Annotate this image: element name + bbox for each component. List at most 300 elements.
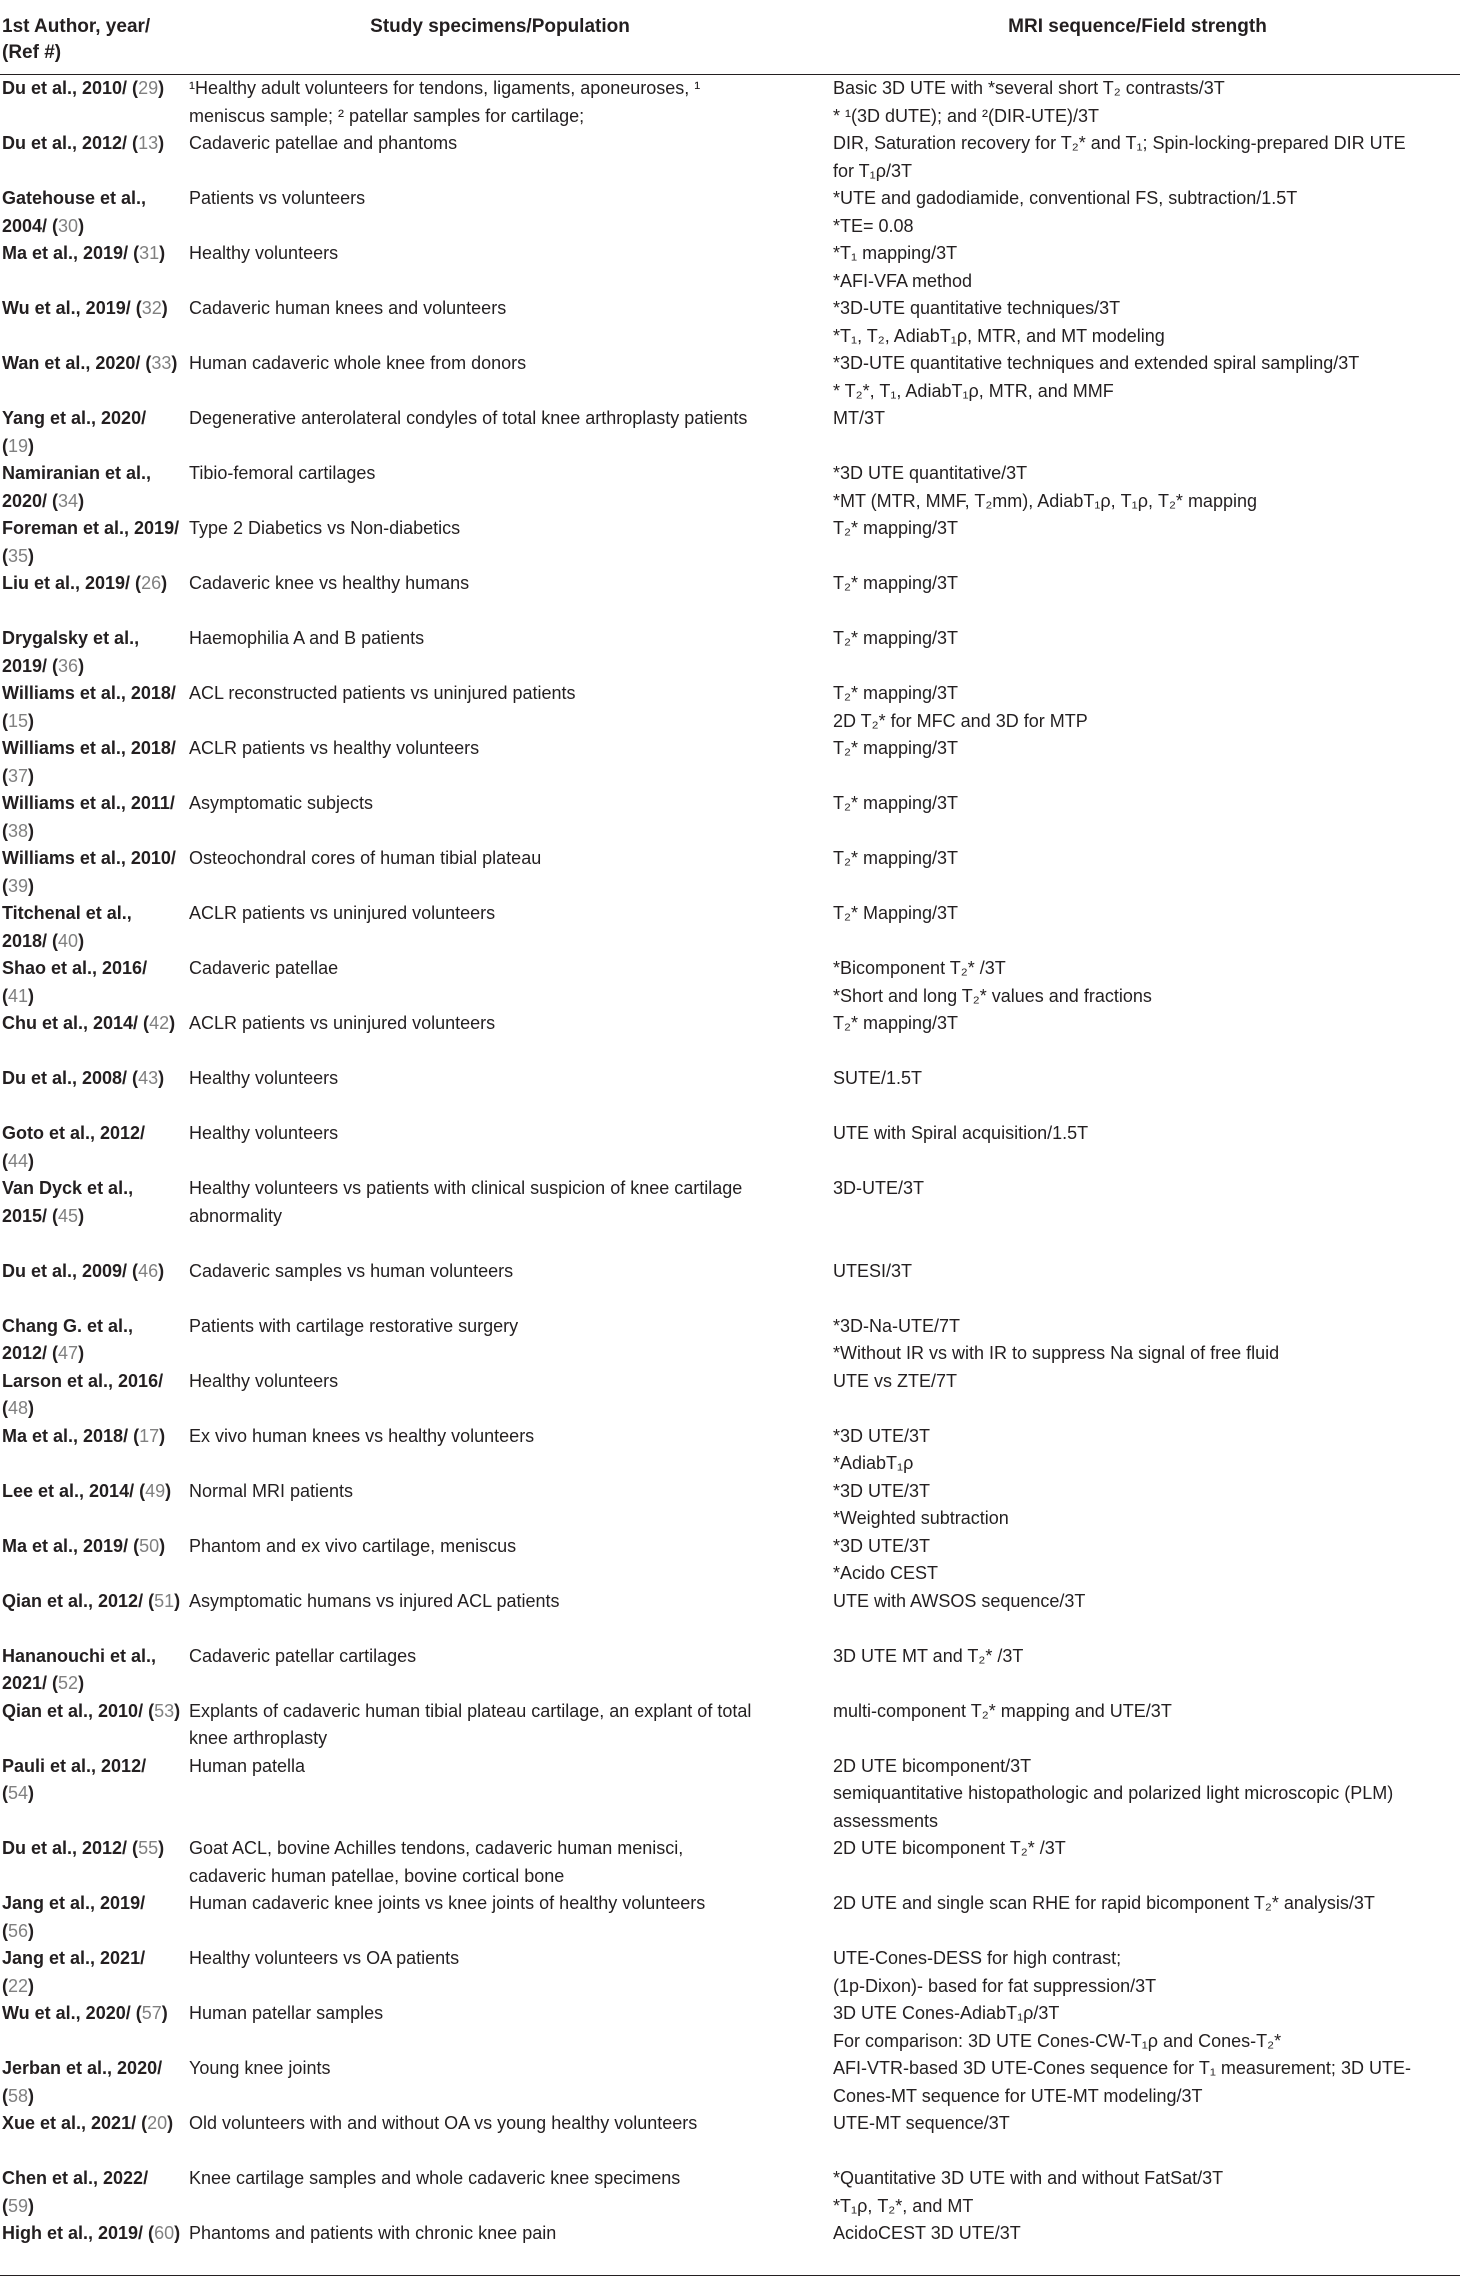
header-population: Study specimens/Population — [370, 16, 630, 37]
ref-link[interactable]: 35 — [8, 545, 29, 566]
author-text: High et al., 2019/ ( — [2, 2223, 155, 2243]
population-cell — [185, 2165, 815, 2220]
ref-close: ) — [28, 2085, 35, 2106]
population-cell — [185, 1753, 815, 1836]
table-row — [0, 405, 1460, 460]
population-line: ¹Healthy adult volunteers for tendons, ligaments, aponeuroses, ¹ — [189, 78, 701, 98]
author-text: Shao et al., 2016/ ( — [2, 958, 148, 1006]
population-line: Healthy volunteers — [189, 1370, 339, 1391]
population-cell — [185, 1368, 815, 1423]
author-text: Du et al., 2010/ ( — [2, 78, 139, 98]
population-line: Goat ACL, bovine Achilles tendons, cadaveric human menisci, — [189, 1838, 684, 1858]
mri-line: SUTE/1.5T — [833, 1068, 923, 1088]
population-cell — [185, 625, 815, 680]
author-text: Goto et al., 2012/ ( — [2, 1123, 146, 1171]
table-header-row — [0, 0, 1460, 75]
mri-line: 2D T₂* for MFC and 3D for MTP — [833, 710, 1088, 731]
author-text: Xue et al., 2021/ ( — [2, 2113, 148, 2133]
mri-line: T₂* mapping/3T — [833, 1013, 959, 1033]
ref-close: ) — [159, 1425, 166, 1446]
population-line: cadaveric human patellae, bovine cortical bone — [189, 1865, 565, 1886]
population-cell — [185, 680, 815, 735]
author-cell — [0, 2000, 185, 2055]
table-row — [0, 515, 1460, 570]
ref-link[interactable]: 40 — [58, 930, 79, 951]
mri-cell — [815, 900, 1460, 955]
ref-link[interactable]: 58 — [8, 2085, 29, 2106]
mri-cell — [815, 680, 1460, 735]
mri-cell — [815, 1175, 1460, 1258]
population-cell — [185, 2000, 815, 2055]
author-text: Jang et al., 2019/ ( — [2, 1893, 146, 1941]
mri-line: UTESI/3T — [833, 1260, 913, 1281]
ref-close: ) — [28, 985, 35, 1006]
ref-close: ) — [28, 1398, 35, 1418]
ref-close: ) — [78, 490, 85, 511]
author-cell — [0, 1065, 185, 1120]
ref-close: ) — [28, 435, 35, 456]
ref-link[interactable]: 52 — [58, 1673, 79, 1693]
mri-line: *3D-Na-UTE/7T — [833, 1315, 961, 1336]
table-row — [0, 1533, 1460, 1588]
mri-line: *Quantitative 3D UTE with and without FatSat/3T — [833, 2168, 1224, 2188]
author-text: Du et al., 2012/ ( — [2, 1838, 139, 1858]
mri-cell — [815, 240, 1460, 295]
author-cell — [0, 130, 185, 185]
ref-link[interactable]: 42 — [149, 1013, 170, 1033]
mri-line: 3D-UTE/3T — [833, 1178, 925, 1198]
population-line: Degenerative anterolateral condyles of total knee arthroplasty patients — [189, 408, 748, 428]
population-line: Asymptomatic humans vs injured ACL patients — [189, 1590, 560, 1611]
table-row — [0, 1698, 1460, 1753]
population-cell — [185, 1643, 815, 1698]
author-cell — [0, 1368, 185, 1423]
population-cell — [185, 1533, 815, 1588]
author-text: Gatehouse et al., 2004/ ( — [2, 188, 147, 236]
population-line: Tibio-femoral cartilages — [189, 463, 376, 483]
author-cell — [0, 1010, 185, 1065]
population-line: Patients with cartilage restorative surgery — [189, 1315, 519, 1336]
ref-link[interactable]: 36 — [58, 655, 79, 676]
population-line: ACLR patients vs uninjured volunteers — [189, 1013, 496, 1033]
mri-cell — [815, 1010, 1460, 1065]
ref-close: ) — [28, 545, 35, 566]
mri-line: *TE= 0.08 — [833, 215, 914, 236]
population-line: Healthy volunteers — [189, 1123, 339, 1143]
mri-line: *3D UTE quantitative/3T — [833, 463, 1028, 483]
population-cell — [185, 405, 815, 460]
mri-cell — [815, 2165, 1460, 2220]
population-line: Human cadaveric whole knee from donors — [189, 353, 527, 373]
author-text: Ma et al., 2018/ ( — [2, 1425, 140, 1446]
population-cell — [185, 955, 815, 1010]
mri-line: T₂* mapping/3T — [833, 848, 959, 868]
ref-close: ) — [78, 1205, 85, 1226]
population-cell — [185, 1945, 815, 2000]
population-cell — [185, 1065, 815, 1120]
ref-close: ) — [174, 2223, 181, 2243]
mri-cell — [815, 1368, 1460, 1423]
author-cell — [0, 1313, 185, 1368]
ref-close: ) — [158, 78, 165, 98]
header-mri: MRI sequence/Field strength — [1008, 16, 1267, 37]
author-text: Hananouchi et al., 2021/ ( — [2, 1645, 157, 1693]
population-line: Haemophilia A and B patients — [189, 628, 425, 648]
author-text: Williams et al., 2011/ ( — [2, 793, 175, 841]
ref-link[interactable]: 34 — [58, 490, 79, 511]
author-cell — [0, 2055, 185, 2110]
author-cell — [0, 625, 185, 680]
mri-line: T₂* Mapping/3T — [833, 903, 959, 923]
ref-close: ) — [78, 1343, 85, 1363]
ref-link[interactable]: 49 — [145, 1480, 166, 1501]
population-line: Patients vs volunteers — [189, 188, 366, 208]
mri-line: * T₂*, T₁, AdiabT₁ρ, MTR, and MMF — [833, 380, 1114, 401]
ref-link[interactable]: 13 — [138, 133, 159, 153]
ref-link[interactable]: 57 — [141, 2003, 162, 2023]
ref-link[interactable]: 54 — [8, 1783, 29, 1803]
mri-cell — [815, 515, 1460, 570]
author-text: Jang et al., 2021/ ( — [2, 1948, 146, 1996]
author-text: Wan et al., 2020/ ( — [2, 353, 152, 373]
ref-close: ) — [169, 1013, 176, 1033]
author-cell — [0, 405, 185, 460]
population-cell — [185, 735, 815, 790]
author-cell — [0, 1478, 185, 1533]
mri-line: * ¹(3D dUTE); and ²(DIR-UTE)/3T — [833, 105, 1100, 126]
ref-link[interactable]: 50 — [139, 1535, 160, 1556]
table-row — [0, 240, 1460, 295]
ref-link[interactable]: 15 — [8, 710, 29, 731]
ref-close: ) — [158, 133, 165, 153]
mri-line: *3D UTE/3T — [833, 1480, 931, 1501]
mri-line: UTE vs ZTE/7T — [833, 1370, 958, 1391]
population-cell — [185, 130, 815, 185]
table-row — [0, 2220, 1460, 2276]
ref-link[interactable]: 48 — [8, 1398, 29, 1418]
mri-cell — [815, 1258, 1460, 1313]
mri-line: (1p-Dixon)- based for fat suppression/3T — [833, 1975, 1157, 1996]
author-cell — [0, 75, 185, 131]
mri-cell — [815, 1478, 1460, 1533]
author-cell — [0, 1890, 185, 1945]
mri-line: *T₁ρ, T₂*, and MT — [833, 2195, 974, 2216]
ref-close: ) — [165, 1480, 172, 1501]
population-cell — [185, 2110, 815, 2165]
author-cell — [0, 1423, 185, 1478]
population-line: ACLR patients vs healthy volunteers — [189, 738, 480, 758]
ref-close: ) — [78, 655, 85, 676]
table-row — [0, 460, 1460, 515]
author-text: Qian et al., 2010/ ( — [2, 1700, 155, 1721]
author-text: Larson et al., 2016/ ( — [2, 1370, 164, 1418]
population-line: Type 2 Diabetics vs Non-diabetics — [189, 518, 461, 538]
population-line: Explants of cadaveric human tibial plateau cartilage, an explant of total — [189, 1700, 752, 1721]
population-line: Knee cartilage samples and whole cadaveric knee specimens — [189, 2168, 681, 2188]
author-text: Jerban et al., 2020/ ( — [2, 2058, 163, 2106]
ref-close: ) — [78, 215, 85, 236]
mri-cell — [815, 1890, 1460, 1945]
author-text: Van Dyck et al., 2015/ ( — [2, 1178, 134, 1226]
table-row — [0, 1753, 1460, 1836]
mri-cell — [815, 955, 1460, 1010]
population-line: ACL reconstructed patients vs uninjured patients — [189, 683, 576, 703]
ref-close: ) — [161, 298, 168, 318]
author-text: Ma et al., 2019/ ( — [2, 1535, 140, 1556]
author-cell — [0, 900, 185, 955]
header-author: 1st Author, year/ (Ref #) — [2, 16, 151, 63]
ref-link[interactable]: 17 — [139, 1425, 160, 1446]
ref-close: ) — [28, 1783, 35, 1803]
population-line: Asymptomatic subjects — [189, 793, 374, 813]
mri-line: UTE with AWSOS sequence/3T — [833, 1590, 1086, 1611]
ref-close: ) — [158, 1260, 165, 1281]
mri-line: AFI-VTR-based 3D UTE-Cones sequence for T₁ measurement; 3D UTE- — [833, 2058, 1411, 2078]
table-row — [0, 185, 1460, 240]
mri-cell — [815, 625, 1460, 680]
population-line: Cadaveric patellae — [189, 958, 339, 978]
ref-link[interactable]: 29 — [138, 78, 159, 98]
ref-link[interactable]: 55 — [138, 1838, 159, 1858]
author-text: Drygalsky et al., 2019/ ( — [2, 628, 140, 676]
population-cell — [185, 2055, 815, 2110]
mri-line: *AFI-VFA method — [833, 270, 973, 291]
mri-cell — [815, 75, 1460, 131]
author-text: Ma et al., 2019/ ( — [2, 243, 140, 263]
author-text: Chu et al., 2014/ ( — [2, 1013, 150, 1033]
ref-link[interactable]: 26 — [141, 573, 162, 593]
table-row — [0, 1478, 1460, 1533]
population-cell — [185, 1258, 815, 1313]
mri-line: 3D UTE Cones-AdiabT₁ρ/3T — [833, 2003, 1060, 2023]
author-cell — [0, 845, 185, 900]
mri-line: UTE-MT sequence/3T — [833, 2113, 1010, 2133]
table-row — [0, 1258, 1460, 1313]
mri-line: *3D-UTE quantitative techniques/3T — [833, 298, 1121, 318]
ref-close: ) — [28, 2195, 35, 2216]
mri-cell — [815, 1698, 1460, 1753]
ref-link[interactable]: 39 — [8, 875, 29, 896]
mri-line: T₂* mapping/3T — [833, 793, 959, 813]
author-cell — [0, 955, 185, 1010]
table-row — [0, 2165, 1460, 2220]
mri-line: For comparison: 3D UTE Cones-CW-T₁ρ and Cones-T₂* — [833, 2030, 1282, 2051]
ref-link[interactable]: 56 — [8, 1920, 29, 1941]
population-line: Phantoms and patients with chronic knee pain — [189, 2223, 557, 2243]
population-cell — [185, 845, 815, 900]
population-line: abnormality — [189, 1205, 283, 1226]
population-cell — [185, 1120, 815, 1175]
table-row — [0, 1175, 1460, 1258]
population-line: Cadaveric patellae and phantoms — [189, 133, 458, 153]
author-cell — [0, 1120, 185, 1175]
table-row — [0, 1835, 1460, 1890]
ref-link[interactable]: 44 — [8, 1150, 29, 1171]
ref-link[interactable]: 38 — [8, 820, 29, 841]
population-cell — [185, 2220, 815, 2276]
ref-close: ) — [28, 1150, 35, 1171]
table-row — [0, 1010, 1460, 1065]
mri-line: 3D UTE MT and T₂* /3T — [833, 1645, 1024, 1666]
mri-cell — [815, 1423, 1460, 1478]
mri-cell — [815, 1643, 1460, 1698]
population-cell — [185, 790, 815, 845]
table-row — [0, 2110, 1460, 2165]
author-text: Yang et al., 2020/ ( — [2, 408, 147, 456]
mri-line: *UTE and gadodiamide, conventional FS, subtraction/1.5T — [833, 188, 1298, 208]
mri-line: multi-component T₂* mapping and UTE/3T — [833, 1700, 1172, 1721]
mri-line: 2D UTE and single scan RHE for rapid bicomponent T₂* analysis/3T — [833, 1893, 1375, 1913]
author-cell — [0, 735, 185, 790]
ref-close: ) — [78, 930, 85, 951]
ref-close: ) — [28, 875, 35, 896]
table-row — [0, 1313, 1460, 1368]
mri-line: 2D UTE bicomponent T₂* /3T — [833, 1838, 1066, 1858]
population-cell — [185, 1478, 815, 1533]
author-text: Williams et al., 2018/ ( — [2, 738, 176, 786]
author-text: Titchenal et al., 2018/ ( — [2, 903, 132, 951]
author-text: Namiranian et al., 2020/ ( — [2, 463, 152, 511]
mri-cell — [815, 790, 1460, 845]
population-line: Phantom and ex vivo cartilage, meniscus — [189, 1535, 517, 1556]
author-text: Wu et al., 2019/ ( — [2, 298, 142, 318]
author-cell — [0, 1258, 185, 1313]
table-row — [0, 1423, 1460, 1478]
mri-cell — [815, 1835, 1460, 1890]
author-text: Wu et al., 2020/ ( — [2, 2003, 142, 2023]
ref-close: ) — [174, 1700, 181, 1721]
population-line: Osteochondral cores of human tibial plateau — [189, 848, 542, 868]
mri-cell — [815, 570, 1460, 625]
mri-line: semiquantitative histopathologic and polarized light microscopic (PLM) — [833, 1783, 1394, 1803]
table-body — [0, 75, 1460, 2276]
author-text: Chen et al., 2022/ ( — [2, 2168, 149, 2216]
author-text: Liu et al., 2019/ ( — [2, 573, 142, 593]
table-row — [0, 350, 1460, 405]
population-line: meniscus sample; ² patellar samples for cartilage; — [189, 105, 585, 126]
mri-line: Basic 3D UTE with *several short T₂ contrasts/3T — [833, 78, 1225, 98]
ref-link[interactable]: 31 — [139, 243, 160, 263]
author-cell — [0, 790, 185, 845]
author-cell — [0, 515, 185, 570]
population-cell — [185, 1010, 815, 1065]
ref-link[interactable]: 45 — [58, 1205, 79, 1226]
population-line: Human cadaveric knee joints vs knee joints of healthy volunteers — [189, 1893, 706, 1913]
ref-link[interactable]: 19 — [8, 435, 29, 456]
mri-cell — [815, 1313, 1460, 1368]
table-row — [0, 2055, 1460, 2110]
author-cell — [0, 1533, 185, 1588]
ref-close: ) — [28, 710, 35, 731]
population-line: knee arthroplasty — [189, 1728, 328, 1748]
author-text: Du et al., 2012/ ( — [2, 133, 139, 153]
ref-link[interactable]: 41 — [8, 985, 29, 1006]
population-line: Ex vivo human knees vs healthy volunteers — [189, 1425, 535, 1446]
population-line: Cadaveric human knees and volunteers — [189, 298, 507, 318]
population-cell — [185, 515, 815, 570]
population-cell — [185, 1588, 815, 1643]
population-line: Old volunteers with and without OA vs young healthy volunteers — [189, 2113, 698, 2133]
ref-link[interactable]: 20 — [147, 2113, 168, 2133]
ref-link[interactable]: 43 — [138, 1068, 159, 1088]
population-line: Normal MRI patients — [189, 1480, 354, 1501]
ref-link[interactable]: 59 — [8, 2195, 29, 2216]
ref-link[interactable]: 30 — [58, 215, 79, 236]
ref-close: ) — [167, 2113, 174, 2133]
ref-link[interactable]: 33 — [151, 353, 172, 373]
mri-line: for T₁ρ/3T — [833, 160, 912, 181]
population-cell — [185, 240, 815, 295]
ref-link[interactable]: 60 — [154, 2223, 175, 2243]
mri-line: *AdiabT₁ρ — [833, 1453, 914, 1473]
ref-link[interactable]: 37 — [8, 765, 29, 786]
ref-link[interactable]: 46 — [138, 1260, 159, 1281]
ref-link[interactable]: 53 — [154, 1700, 175, 1721]
population-line: Cadaveric patellar cartilages — [189, 1645, 417, 1666]
author-cell — [0, 1698, 185, 1753]
ref-close: ) — [78, 1673, 85, 1693]
table-row — [0, 1588, 1460, 1643]
population-cell — [185, 460, 815, 515]
mri-line: *3D UTE/3T — [833, 1425, 931, 1446]
ref-close: ) — [174, 1590, 181, 1611]
mri-cell — [815, 735, 1460, 790]
author-cell — [0, 570, 185, 625]
mri-cell — [815, 1533, 1460, 1588]
table-row — [0, 1368, 1460, 1423]
mri-line: *MT (MTR, MMF, T₂mm), AdiabT₁ρ, T₁ρ, T₂* mapping — [833, 490, 1257, 511]
mri-line: T₂* mapping/3T — [833, 518, 959, 538]
mri-cell — [815, 185, 1460, 240]
mri-line: assessments — [833, 1810, 939, 1831]
author-cell — [0, 185, 185, 240]
population-line: Young knee joints — [189, 2058, 331, 2078]
author-cell — [0, 295, 185, 350]
mri-cell — [815, 845, 1460, 900]
author-text: Lee et al., 2014/ ( — [2, 1480, 146, 1501]
mri-cell — [815, 1945, 1460, 2000]
mri-line: UTE with Spiral acquisition/1.5T — [833, 1123, 1089, 1143]
author-cell — [0, 1175, 185, 1258]
mri-line: 2D UTE bicomponent/3T — [833, 1755, 1032, 1776]
ref-link[interactable]: 51 — [154, 1590, 175, 1611]
author-text: Foreman et al., 2019/ ( — [2, 518, 180, 566]
author-text: Chang G. et al., 2012/ ( — [2, 1315, 134, 1363]
author-cell — [0, 2110, 185, 2165]
mri-line: Cones-MT sequence for UTE-MT modeling/3T — [833, 2085, 1203, 2106]
table-row — [0, 75, 1460, 131]
ref-close: ) — [28, 1920, 35, 1941]
population-cell — [185, 1835, 815, 1890]
author-cell — [0, 1643, 185, 1698]
table-row — [0, 1643, 1460, 1698]
author-cell — [0, 240, 185, 295]
author-cell — [0, 2165, 185, 2220]
ref-link[interactable]: 22 — [8, 1975, 29, 1996]
ref-link[interactable]: 47 — [58, 1343, 79, 1363]
table-row — [0, 900, 1460, 955]
table-row — [0, 130, 1460, 185]
mri-cell — [815, 1588, 1460, 1643]
mri-cell — [815, 2000, 1460, 2055]
population-cell — [185, 1698, 815, 1753]
population-cell — [185, 350, 815, 405]
table-row — [0, 680, 1460, 735]
population-cell — [185, 75, 815, 131]
ref-close: ) — [28, 765, 35, 786]
mri-cell — [815, 2220, 1460, 2276]
ref-link[interactable]: 32 — [141, 298, 162, 318]
